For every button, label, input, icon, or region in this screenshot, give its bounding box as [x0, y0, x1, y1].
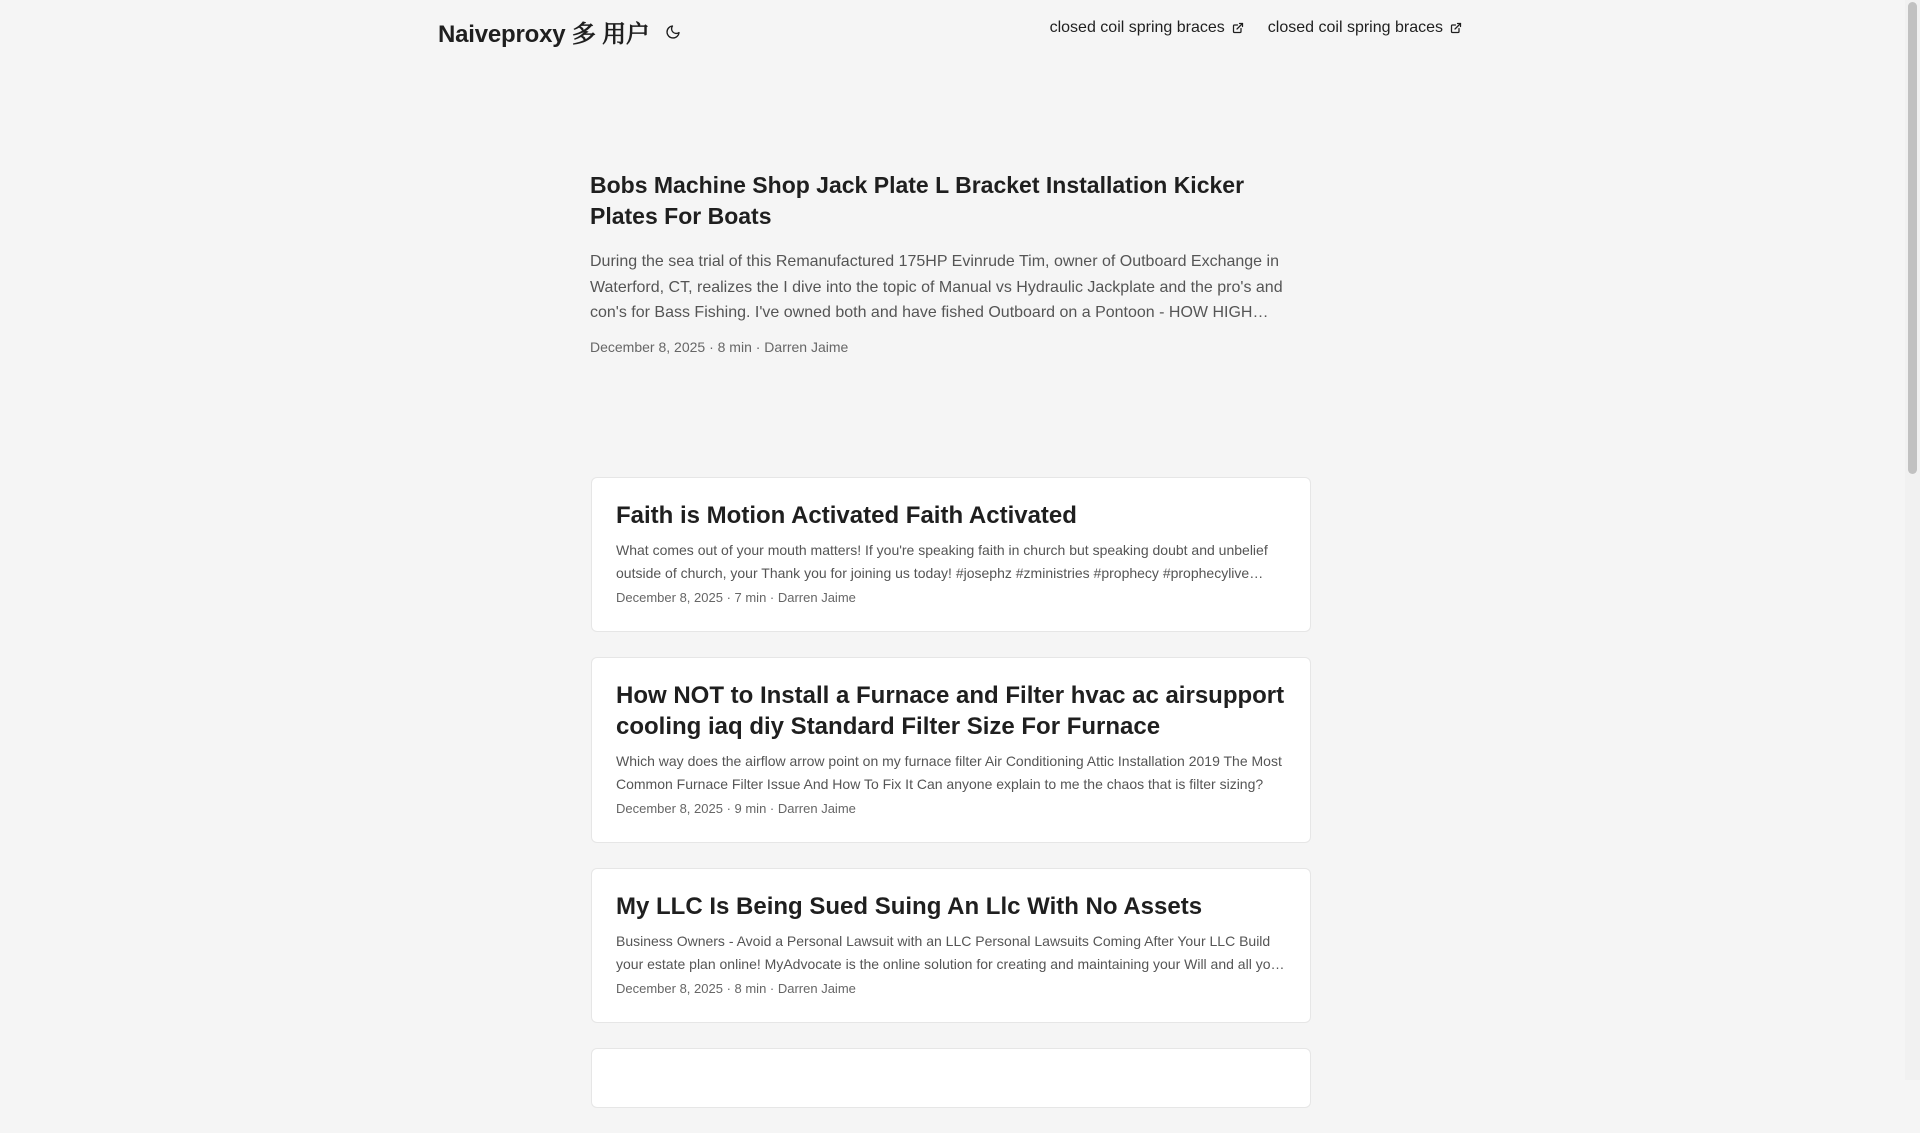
- post-card[interactable]: [591, 657, 1311, 843]
- post-meta: December 8, 2025 · 8 min · Darren Jaime: [616, 981, 856, 996]
- post-summary: Business Owners - Avoid a Personal Lawsuit with an LLC Personal Lawsuits Coming After Your LLC Build your estate plan online! MyAdvocate is the online solution for creating and maintaining your Will and all your: [616, 933, 1283, 972]
- nav-link-closed-coil-2[interactable]: [1268, 19, 1462, 37]
- post-list: [591, 477, 1311, 1133]
- hero-meta: December 8, 2025 · 8 min · Darren Jaime: [590, 338, 849, 355]
- moon-icon: [665, 24, 681, 40]
- external-link-icon: [1232, 22, 1244, 34]
- post-card[interactable]: [591, 868, 1311, 1023]
- post-title[interactable]: My LLC Is Being Sued Suing An Llc With No Assets: [616, 893, 1203, 920]
- hero-title[interactable]: Bobs Machine Shop Jack Plate L Bracket Installation Kicker Plates For Boats: [590, 172, 1245, 229]
- theme-toggle-button[interactable]: [662, 21, 684, 43]
- site-header: [0, 0, 1905, 60]
- hero-summary: During the sea trial of this Remanufactured 175HP Evinrude Tim, owner of Outboard Exchange in Waterford, CT, realizes the I dive into the topic of Manual vs Hydraulic Jackplate and the pro's and con's for Bass Fishing. I've owned both and have fished Outboard on a Pontoon - HOW HIGH: [590, 253, 1283, 321]
- post-title[interactable]: How NOT to Install a Furnace and Filter hvac ac airsupport cooling iaq diy Standard Filter Size For Furnace: [616, 682, 1285, 740]
- post-meta: December 8, 2025 · 9 min · Darren Jaime: [616, 801, 856, 816]
- post-summary: What comes out of your mouth matters! If you're speaking faith in church but speaking doubt and unbelief outside of church, your Thank you for joining us today! #josephz #zministries #prophecy #prophecylive: [616, 542, 1268, 581]
- nav-link-label: closed coil spring braces: [1049, 19, 1225, 36]
- post-card-partial[interactable]: [591, 1048, 1311, 1108]
- nav-link-label: closed coil spring braces: [1267, 19, 1443, 36]
- nav-link-closed-coil-1[interactable]: [1050, 19, 1244, 37]
- external-link-icon: [1450, 22, 1462, 34]
- site-title-link[interactable]: Naiveproxy 多 用户: [438, 21, 650, 48]
- page-scrollbar[interactable]: [1905, 0, 1920, 1080]
- post-card[interactable]: [591, 477, 1311, 632]
- scrollbar-thumb[interactable]: [1908, 2, 1917, 474]
- post-meta: December 8, 2025 · 7 min · Darren Jaime: [616, 590, 856, 605]
- hero-post[interactable]: [590, 170, 1310, 355]
- top-nav: [1026, 19, 1462, 37]
- brand: [438, 14, 684, 49]
- post-title[interactable]: Faith is Motion Activated Faith Activated: [616, 502, 1077, 529]
- post-summary: Which way does the airflow arrow point on my furnace filter Air Conditioning Attic Installation 2019 The Most Common Furnace Filter Issue And How To Fix It Can anyone explain to me the chaos that is filter sizing?: [616, 753, 1282, 792]
